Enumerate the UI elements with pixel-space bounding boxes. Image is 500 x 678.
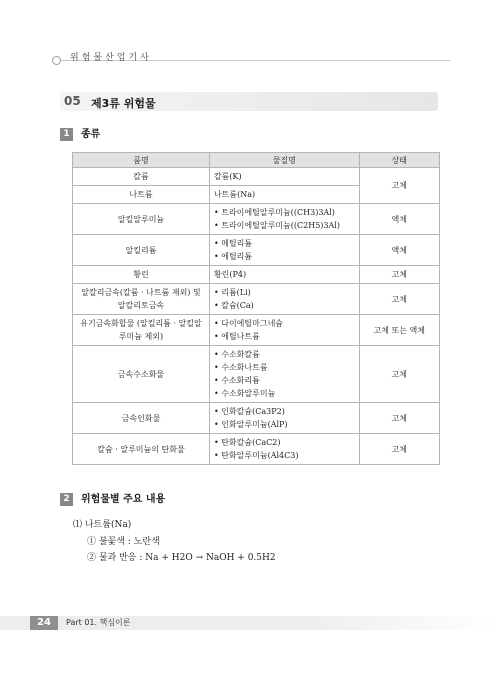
substance-line: • 에틸나트륨 (213, 332, 260, 341)
cell-substance (209, 315, 359, 346)
substance-line: • 인화칼슘(Ca3P2) (213, 407, 285, 416)
substance-line: • 에틸리튬 (213, 252, 253, 261)
substance-line: • 탄화알루미늄(Al4C3) (213, 451, 299, 460)
table-row (73, 284, 440, 315)
substance-line: • 리튬(Li) (213, 288, 251, 297)
substance-line: • 인화알루미늄(AlP) (213, 420, 288, 429)
substance-line: • 수소화나트륨 (213, 363, 268, 372)
substance-line: 칼륨(K) (213, 172, 242, 181)
substance-line: • 수소화리튬 (213, 376, 260, 385)
cell-name: 금속인화물 (73, 403, 210, 434)
substance-line: • 메틸리튬 (213, 239, 253, 248)
cell-state: 고체 (359, 346, 439, 403)
book-title: 위험물산업기사 (70, 53, 152, 63)
section-title: 제3류 위험물 (91, 97, 156, 110)
cell-substance (209, 434, 359, 465)
column-header-state: 상태 (359, 153, 439, 168)
footer-text: Part 01. 핵심이론 (66, 618, 131, 627)
cell-substance (209, 266, 359, 284)
cell-name: 알킬리튬 (73, 235, 210, 266)
substance-line: • 수소화칼륨 (213, 350, 260, 359)
cell-state: 고체 또는 액체 (359, 315, 439, 346)
column-header-substance: 물질명 (209, 153, 359, 168)
table-row (73, 346, 440, 403)
substance-line: 황린(P4) (213, 270, 247, 279)
table-row (73, 204, 440, 235)
column-header-name: 품명 (73, 153, 210, 168)
subsection-number: 2 (60, 493, 73, 506)
subsection-title: 위험물별 주요 내용 (81, 494, 166, 505)
subsection-title: 종류 (81, 129, 101, 140)
cell-name: 나트륨 (73, 186, 210, 204)
cell-name: 칼슘 · 알루미늄의 탄화물 (73, 434, 210, 465)
page-number: 24 (30, 616, 58, 630)
table-row (73, 168, 440, 186)
cell-substance (209, 168, 359, 186)
cell-name: 금속수소화물 (73, 346, 210, 403)
cell-state: 고체 (359, 168, 439, 204)
substance-line: • 칼슘(Ca) (213, 301, 254, 310)
cell-name: 알칼리금속(칼륨 · 나트륨 제외) 및 알칼리토금속 (73, 284, 210, 315)
substance-line: • 다이에틸마그네슘 (213, 319, 284, 328)
cell-state: 고체 (359, 403, 439, 434)
detail-item: ① 불꽃색 : 노란색 (87, 537, 160, 547)
table-row (73, 266, 440, 284)
substance-line: 나트륨(Na) (213, 190, 256, 199)
cell-state: 고체 (359, 434, 439, 465)
table-row (73, 403, 440, 434)
cell-state: 고체 (359, 266, 439, 284)
cell-name: 칼륨 (73, 168, 210, 186)
detail-heading: ⑴ 나트륨(Na) (73, 520, 132, 530)
table-row (73, 434, 440, 465)
subsection-number: 1 (60, 128, 73, 141)
cell-substance (209, 204, 359, 235)
cell-substance (209, 235, 359, 266)
cell-name: 황린 (73, 266, 210, 284)
cell-name: 알킬알루미늄 (73, 204, 210, 235)
section-number: 05 (64, 94, 81, 108)
cell-state: 액체 (359, 235, 439, 266)
cell-state: 고체 (359, 284, 439, 315)
header-ring-icon (52, 56, 61, 65)
cell-substance (209, 284, 359, 315)
cell-substance (209, 186, 359, 204)
table-header-row (73, 153, 440, 168)
table-row (73, 315, 440, 346)
cell-name: 유기금속화합물 (알킬리튬 · 알킬알루미늄 제외) (73, 315, 210, 346)
cell-substance (209, 403, 359, 434)
substance-line: • 수소화알루미늄 (213, 389, 276, 398)
section-heading (60, 92, 438, 111)
cell-substance (209, 346, 359, 403)
cell-state: 액체 (359, 204, 439, 235)
substance-line: • 탄화칼슘(CaC2) (213, 438, 281, 447)
substance-line: • 트라이에틸알루미늄((CH3)3Al) (213, 208, 335, 217)
hazmat-type-table (72, 152, 440, 465)
detail-item: ② 물과 반응 : Na + H2O → NaOH + 0.5H2 (87, 553, 276, 563)
table-row (73, 235, 440, 266)
substance-line: • 트라이에틸알루미늄((C2H5)3Al) (213, 221, 340, 230)
